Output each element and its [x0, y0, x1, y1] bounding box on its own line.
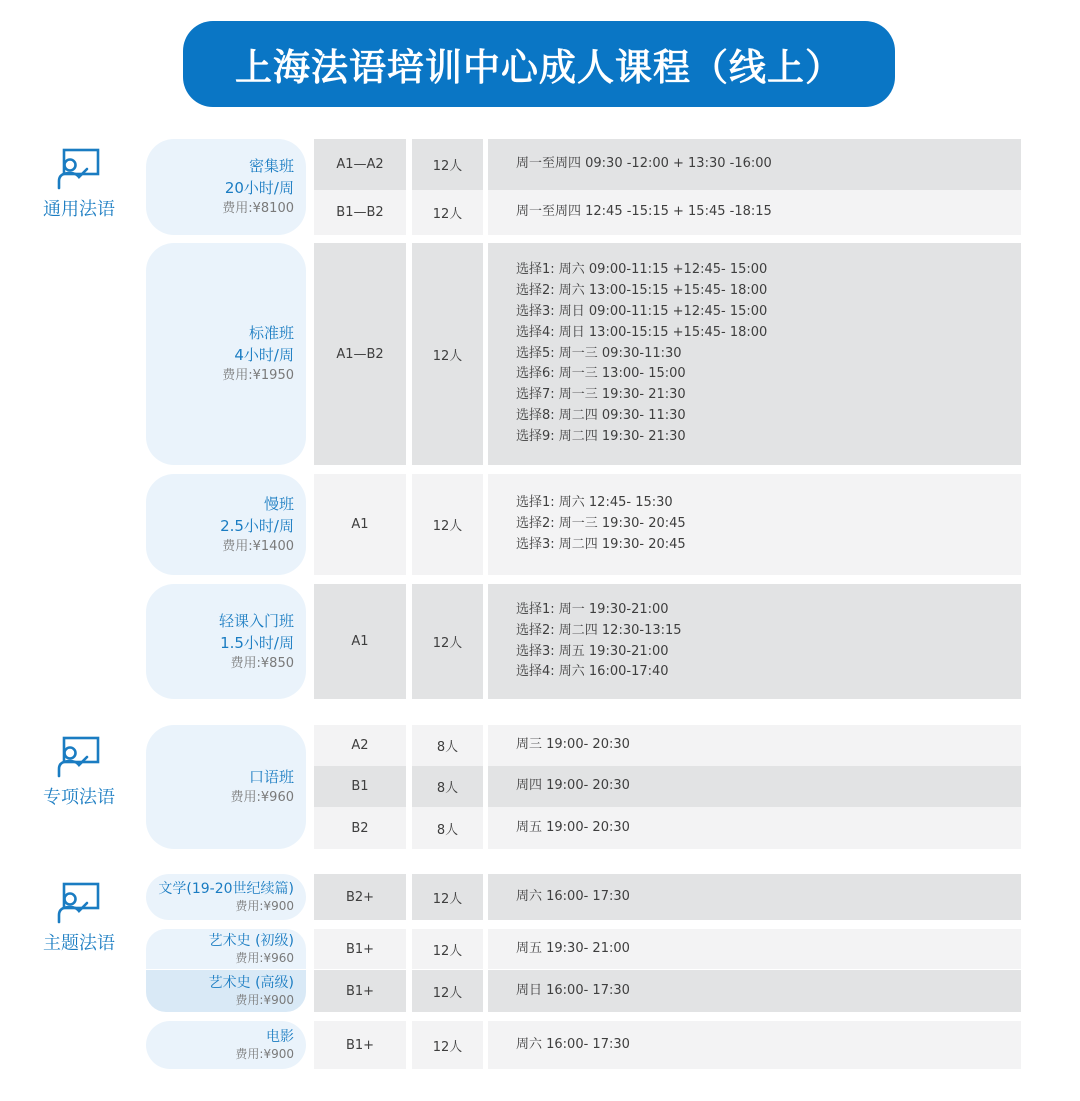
level-cell: B1: [314, 766, 406, 807]
teacher-board-icon: [55, 881, 103, 925]
course-fee: 费用:¥960: [235, 951, 294, 965]
schedule-cell: [488, 474, 1021, 575]
course-label-art-history-advanced: [146, 970, 306, 1012]
course-name: 艺术史 (高级): [208, 975, 294, 991]
schedule-cell: [488, 190, 1021, 235]
schedule-cell: [488, 929, 1021, 969]
capacity-cell: 12人: [412, 190, 483, 235]
capacity-cell: 8人: [412, 725, 483, 766]
course-name: 密集班: [248, 157, 294, 175]
teacher-board-icon: [55, 735, 103, 779]
course-name: 文学(19-20世纪续篇): [158, 881, 294, 897]
level-cell: B1+: [314, 929, 406, 969]
schedule-cell: [488, 584, 1021, 699]
schedule-line: 选择3: 周日 09:00-11:15 +12:45- 15:00: [516, 304, 768, 319]
course-fee: 费用:¥900: [235, 993, 294, 1007]
schedule-line: 选择3: 周五 19:30-21:00: [516, 643, 669, 659]
schedule-line: 选择4: 周日 13:00-15:15 +15:45- 18:00: [516, 324, 768, 340]
course-hours: 20小时/周: [224, 179, 294, 197]
schedule-line: 周五 19:30- 21:00: [516, 940, 630, 956]
course-label-standard: [146, 243, 306, 465]
level-cell: A1: [314, 474, 406, 575]
category-label: 主题法语: [43, 933, 115, 954]
schedule-line: 选择3: 周二四 19:30- 20:45: [516, 536, 686, 552]
course-label-art-history-beginner: [146, 929, 306, 969]
course-hours: 4小时/周: [234, 346, 294, 364]
capacity-cell: 12人: [412, 929, 483, 969]
capacity-cell: 12人: [412, 139, 483, 190]
course-name: 轻课入门班: [218, 611, 294, 630]
capacity-cell: 12人: [412, 584, 483, 699]
category-label: 专项法语: [43, 787, 115, 808]
course-label-intensive: [146, 139, 306, 235]
schedule-cell: [488, 970, 1021, 1012]
schedule-line: 周一至周四 12:45 -15:15 + 15:45 -18:15: [516, 204, 772, 220]
capacity-cell: 12人: [412, 874, 483, 920]
page-title: 上海法语培训中心成人课程（线上）: [183, 21, 895, 107]
course-fee: 费用:¥1950: [222, 368, 294, 383]
level-cell: A1—A2: [314, 139, 406, 190]
course-label-film: [146, 1021, 306, 1069]
schedule-cell: [488, 874, 1021, 920]
category-theme: [20, 881, 138, 955]
schedule-cell: [488, 766, 1021, 807]
schedule-cell: [488, 725, 1021, 766]
teacher-board-icon: [55, 147, 103, 191]
schedule-line: 选择2: 周六 13:00-15:15 +15:45- 18:00: [516, 283, 768, 299]
schedule-line: 选择4: 周六 16:00-17:40: [516, 664, 669, 680]
level-cell: B1+: [314, 970, 406, 1012]
course-name: 电影: [266, 1029, 294, 1045]
level-cell: B2: [314, 807, 406, 849]
schedule-line: 周四 19:00- 20:30: [516, 778, 630, 794]
schedule-cell: [488, 139, 1021, 190]
schedule-line: 选择9: 周二四 19:30- 21:30: [516, 428, 686, 444]
schedule-line: 选择1: 周六 12:45- 15:30: [516, 495, 673, 511]
schedule-line: 选择2: 周二四 12:30-13:15: [516, 622, 682, 638]
level-cell: A2: [314, 725, 406, 766]
course-fee: 费用:¥960: [230, 790, 294, 805]
course-fee: 费用:¥1400: [222, 538, 294, 554]
level-cell: A1—B2: [314, 243, 406, 465]
capacity-cell: 12人: [412, 1021, 483, 1069]
schedule-cell: [488, 807, 1021, 849]
course-label-light-intro: [146, 584, 306, 699]
schedule-line: 选择5: 周一三 09:30-11:30: [516, 345, 682, 361]
course-name: 艺术史 (初级): [208, 933, 294, 949]
course-fee: 费用:¥900: [235, 1047, 294, 1061]
course-fee: 费用:¥850: [230, 655, 294, 671]
level-cell: B1+: [314, 1021, 406, 1069]
course-name: 口语班: [248, 768, 294, 786]
capacity-cell: 12人: [412, 243, 483, 465]
capacity-cell: 12人: [412, 474, 483, 575]
schedule-line: 周日 16:00- 17:30: [516, 982, 630, 998]
schedule-line: 选择1: 周一 19:30-21:00: [516, 601, 669, 617]
course-fee: 费用:¥8100: [222, 201, 294, 216]
capacity-cell: 8人: [412, 766, 483, 807]
course-name: 慢班: [263, 494, 294, 513]
course-label-slow: [146, 474, 306, 575]
schedule-line: 周六 16:00- 17:30: [516, 1036, 630, 1052]
course-hours: 1.5小时/周: [220, 633, 294, 652]
schedule-line: 选择6: 周一三 13:00- 15:00: [516, 366, 686, 382]
schedule-line: 选择7: 周一三 19:30- 21:30: [516, 387, 686, 403]
category-special: [20, 735, 138, 809]
category-label: 通用法语: [43, 199, 115, 220]
capacity-cell: 8人: [412, 807, 483, 849]
schedule-cell: [488, 243, 1021, 465]
schedule-line: 选择1: 周六 09:00-11:15 +12:45- 15:00: [516, 262, 768, 278]
schedule-line: 周一至周四 09:30 -12:00 + 13:30 -16:00: [516, 156, 772, 172]
level-cell: A1: [314, 584, 406, 699]
schedule-cell: [488, 1021, 1021, 1069]
category-general: [20, 147, 138, 221]
level-cell: B1—B2: [314, 190, 406, 235]
schedule-line: 周六 16:00- 17:30: [516, 888, 630, 904]
schedule-line: 周三 19:00- 20:30: [516, 737, 630, 753]
course-hours: 2.5小时/周: [220, 516, 294, 535]
course-label-oral: [146, 725, 306, 849]
level-cell: B2+: [314, 874, 406, 920]
schedule-line: 周五 19:00- 20:30: [516, 819, 630, 835]
course-name: 标准班: [248, 324, 294, 342]
course-label-literature: [146, 874, 306, 920]
schedule-line: 选择2: 周一三 19:30- 20:45: [516, 516, 686, 532]
course-fee: 费用:¥900: [235, 899, 294, 913]
schedule-line: 选择8: 周二四 09:30- 11:30: [516, 407, 686, 423]
capacity-cell: 12人: [412, 970, 483, 1012]
